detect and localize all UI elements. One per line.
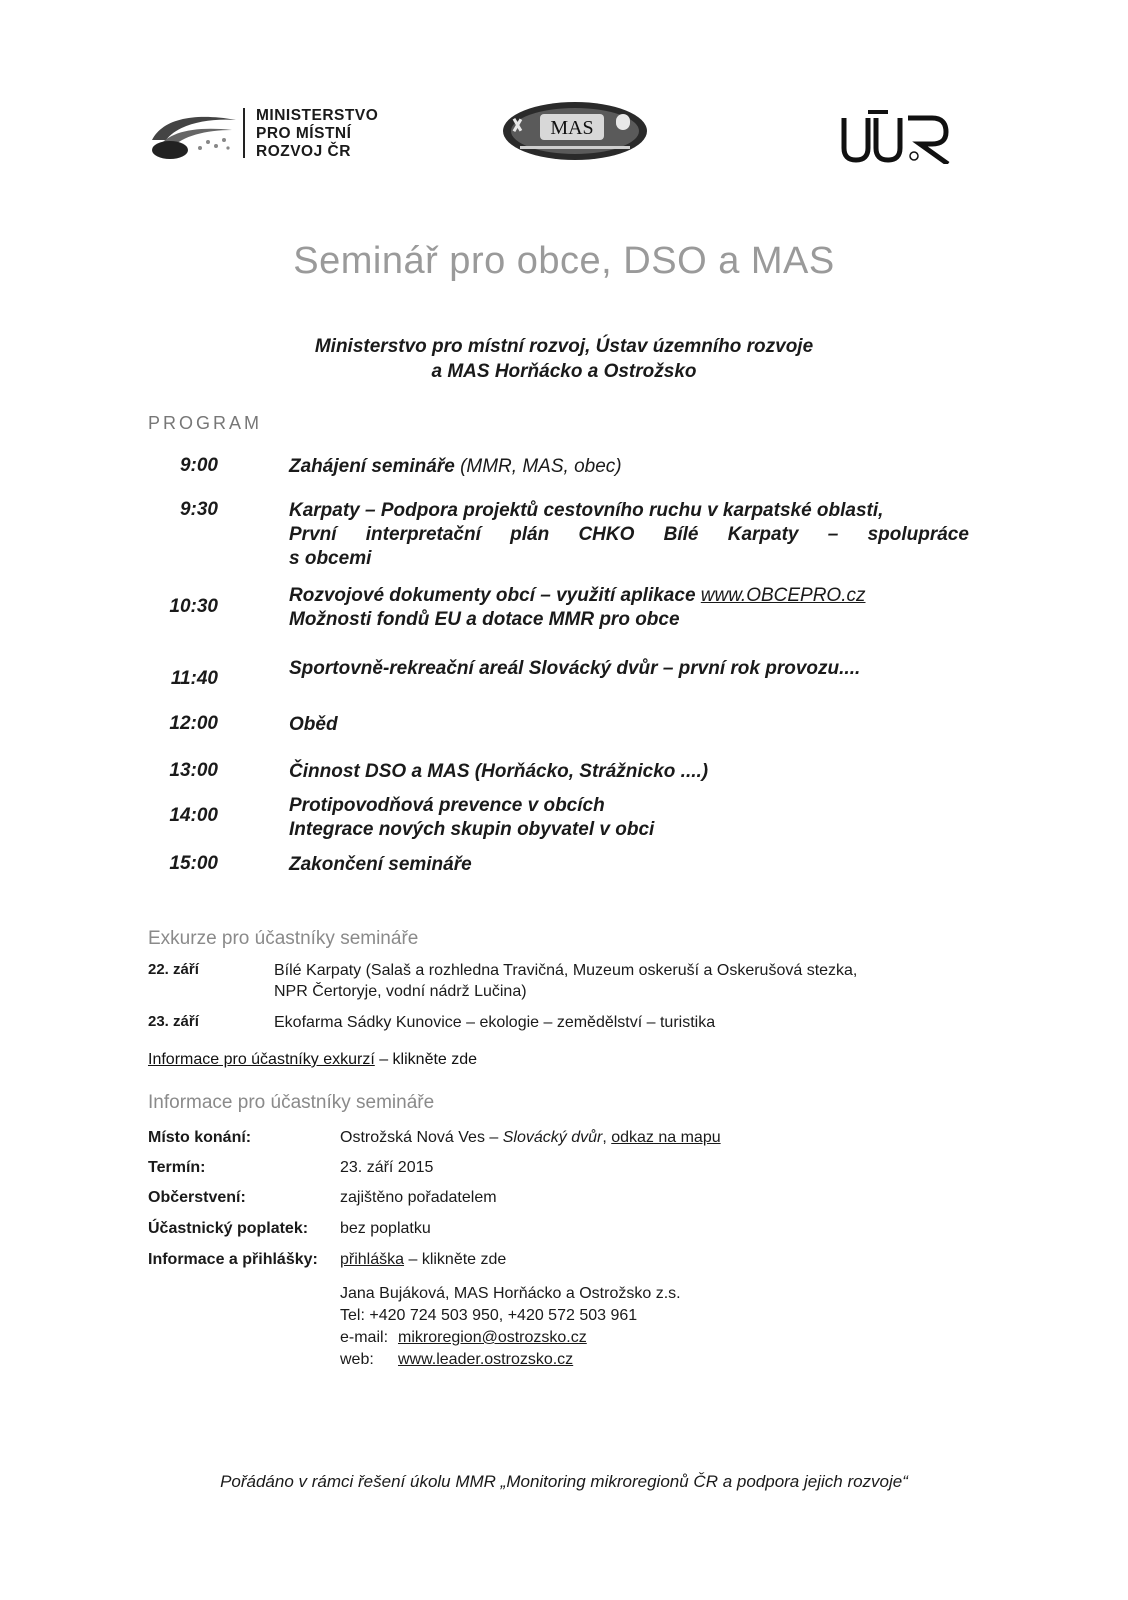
- venue-value: [340, 1129, 721, 1147]
- mmr-logo-line: PRO MÍSTNÍ: [256, 125, 352, 142]
- registration-link[interactable]: přihláška: [340, 1251, 405, 1268]
- word: –: [827, 524, 839, 545]
- contact-email-row: [340, 1327, 681, 1349]
- word: interpretační: [365, 524, 481, 545]
- date-value: 23. září 2015: [340, 1159, 434, 1176]
- mmr-logo-text: [256, 107, 378, 161]
- excursion-description: [274, 960, 974, 1002]
- program-item: Činnost DSO a MAS (Horňácko, Strážnicko ....): [289, 761, 709, 782]
- program-item-line: [289, 584, 969, 608]
- fee-value: bez poplatku: [340, 1220, 431, 1237]
- excursions-info: [148, 1051, 477, 1069]
- organizers-line-1: Ministerstvo pro místní rozvoj, Ústav územního rozvoje: [314, 336, 814, 357]
- registration-suffix: – klikněte zde: [404, 1251, 507, 1268]
- venue-name: Slovácký dvůr: [502, 1129, 603, 1146]
- word: Bílé: [663, 524, 699, 545]
- registration-value: [340, 1251, 506, 1269]
- map-link[interactable]: odkaz na mapu: [611, 1129, 721, 1146]
- program-time: 11:40: [170, 668, 218, 689]
- program-item: Zakončení semináře: [289, 854, 472, 875]
- program-time: 12:00: [169, 713, 218, 734]
- program-item-line: Protipovodňová prevence v obcích: [289, 795, 605, 816]
- web-label: web:: [340, 1351, 374, 1368]
- word: spolupráce: [867, 524, 969, 545]
- venue-label: Místo konání:: [148, 1129, 252, 1146]
- email-label: e-mail:: [340, 1329, 389, 1346]
- excursions-info-link[interactable]: Informace pro účastníky exkurzí: [148, 1051, 375, 1068]
- venue-text: Ostrožská Nová Ves –: [340, 1129, 503, 1146]
- word: CHKO: [578, 524, 635, 545]
- word: plán: [510, 524, 550, 545]
- program-item-detail: (MMR, MAS, obec): [454, 456, 622, 477]
- program-item-text: Rozvojové dokumenty obcí – využití aplikace: [289, 585, 701, 606]
- page-title: Seminář pro obce, DSO a MAS: [293, 240, 835, 282]
- program-item: Sportovně-rekreační areál Slovácký dvůr – první rok provozu....: [289, 658, 861, 679]
- web-link[interactable]: www.leader.ostrozsko.cz: [398, 1351, 574, 1368]
- program-item: [289, 455, 969, 479]
- excursions-info-suffix: – klikněte zde: [374, 1051, 478, 1068]
- program-item-line: Možnosti fondů EU a dotace MMR pro obce: [289, 609, 680, 630]
- program-time: 10:30: [169, 596, 218, 617]
- program-item-title: Zahájení semináře: [289, 456, 455, 477]
- program-time: 9:30: [179, 499, 218, 520]
- program-item: [289, 794, 969, 842]
- program-heading: PROGRAM: [148, 413, 263, 433]
- excursions-heading: Exkurze pro účastníky semináře: [148, 928, 419, 949]
- contact-phone: Tel: +420 724 503 950, +420 572 503 961: [340, 1307, 638, 1324]
- word: Karpaty: [727, 524, 799, 545]
- contact-block: [340, 1283, 681, 1371]
- program-item-line-justified: [289, 523, 969, 547]
- program-time: 13:00: [169, 760, 218, 781]
- mas-logo: [500, 100, 650, 162]
- uur-logo: [840, 108, 960, 164]
- contact-web-row: [340, 1349, 681, 1371]
- program-item: [289, 499, 969, 571]
- program-item-line: s obcemi: [289, 548, 372, 569]
- registration-label: Informace a přihlášky:: [148, 1251, 318, 1268]
- obcepro-link[interactable]: www.OBCEPRO.cz: [700, 585, 866, 606]
- refreshment-value: zajištěno pořadatelem: [340, 1189, 497, 1206]
- mmr-logo-emblem: [148, 106, 238, 161]
- excursion-line: Bílé Karpaty (Salaš a rozhledna Travičná, Muzeum oskeruší a Oskerušová stezka,: [274, 962, 858, 979]
- program-time: 15:00: [169, 853, 218, 874]
- word: První: [289, 524, 337, 545]
- excursion-description: Ekofarma Sádky Kunovice – ekologie – zemědělství – turistika: [274, 1014, 716, 1031]
- date-label: Termín:: [148, 1159, 206, 1176]
- excursion-line: NPR Čertoryje, vodní nádrž Lučina): [274, 983, 527, 1000]
- seminar-info-heading: Informace pro účastníky semináře: [148, 1092, 435, 1113]
- excursion-date: 23. září: [148, 1013, 199, 1030]
- mmr-logo-line: MINISTERSTVO: [256, 107, 379, 124]
- mas-logo-text: MAS: [550, 117, 594, 139]
- organizers-line-2: a MAS Horňácko a Ostrožsko: [431, 361, 697, 382]
- fee-label: Účastnický poplatek:: [148, 1220, 309, 1237]
- mmr-logo-divider: [243, 108, 245, 158]
- contact-name: Jana Bujáková, MAS Horňácko a Ostrožsko z.s.: [340, 1285, 681, 1302]
- footer-note: Pořádáno v rámci řešení úkolu MMR „Monitoring mikroregionů ČR a podpora jejich rozvoje“: [220, 1472, 908, 1491]
- mmr-logo-line: ROZVOJ ČR: [256, 143, 351, 160]
- program-item: [289, 584, 969, 632]
- program-time: 9:00: [179, 455, 218, 476]
- program-time: 14:00: [169, 805, 218, 826]
- program-item-line: Integrace nových skupin obyvatel v obci: [289, 819, 655, 840]
- venue-separator: ,: [602, 1129, 612, 1146]
- email-link[interactable]: mikroregion@ostrozsko.cz: [398, 1329, 587, 1346]
- refreshment-label: Občerstvení:: [148, 1189, 246, 1206]
- program-item-line: Karpaty – Podpora projektů cestovního ruchu v karpatské oblasti,: [289, 500, 884, 521]
- program-item: Oběd: [289, 714, 338, 735]
- excursion-date: 22. září: [148, 961, 199, 978]
